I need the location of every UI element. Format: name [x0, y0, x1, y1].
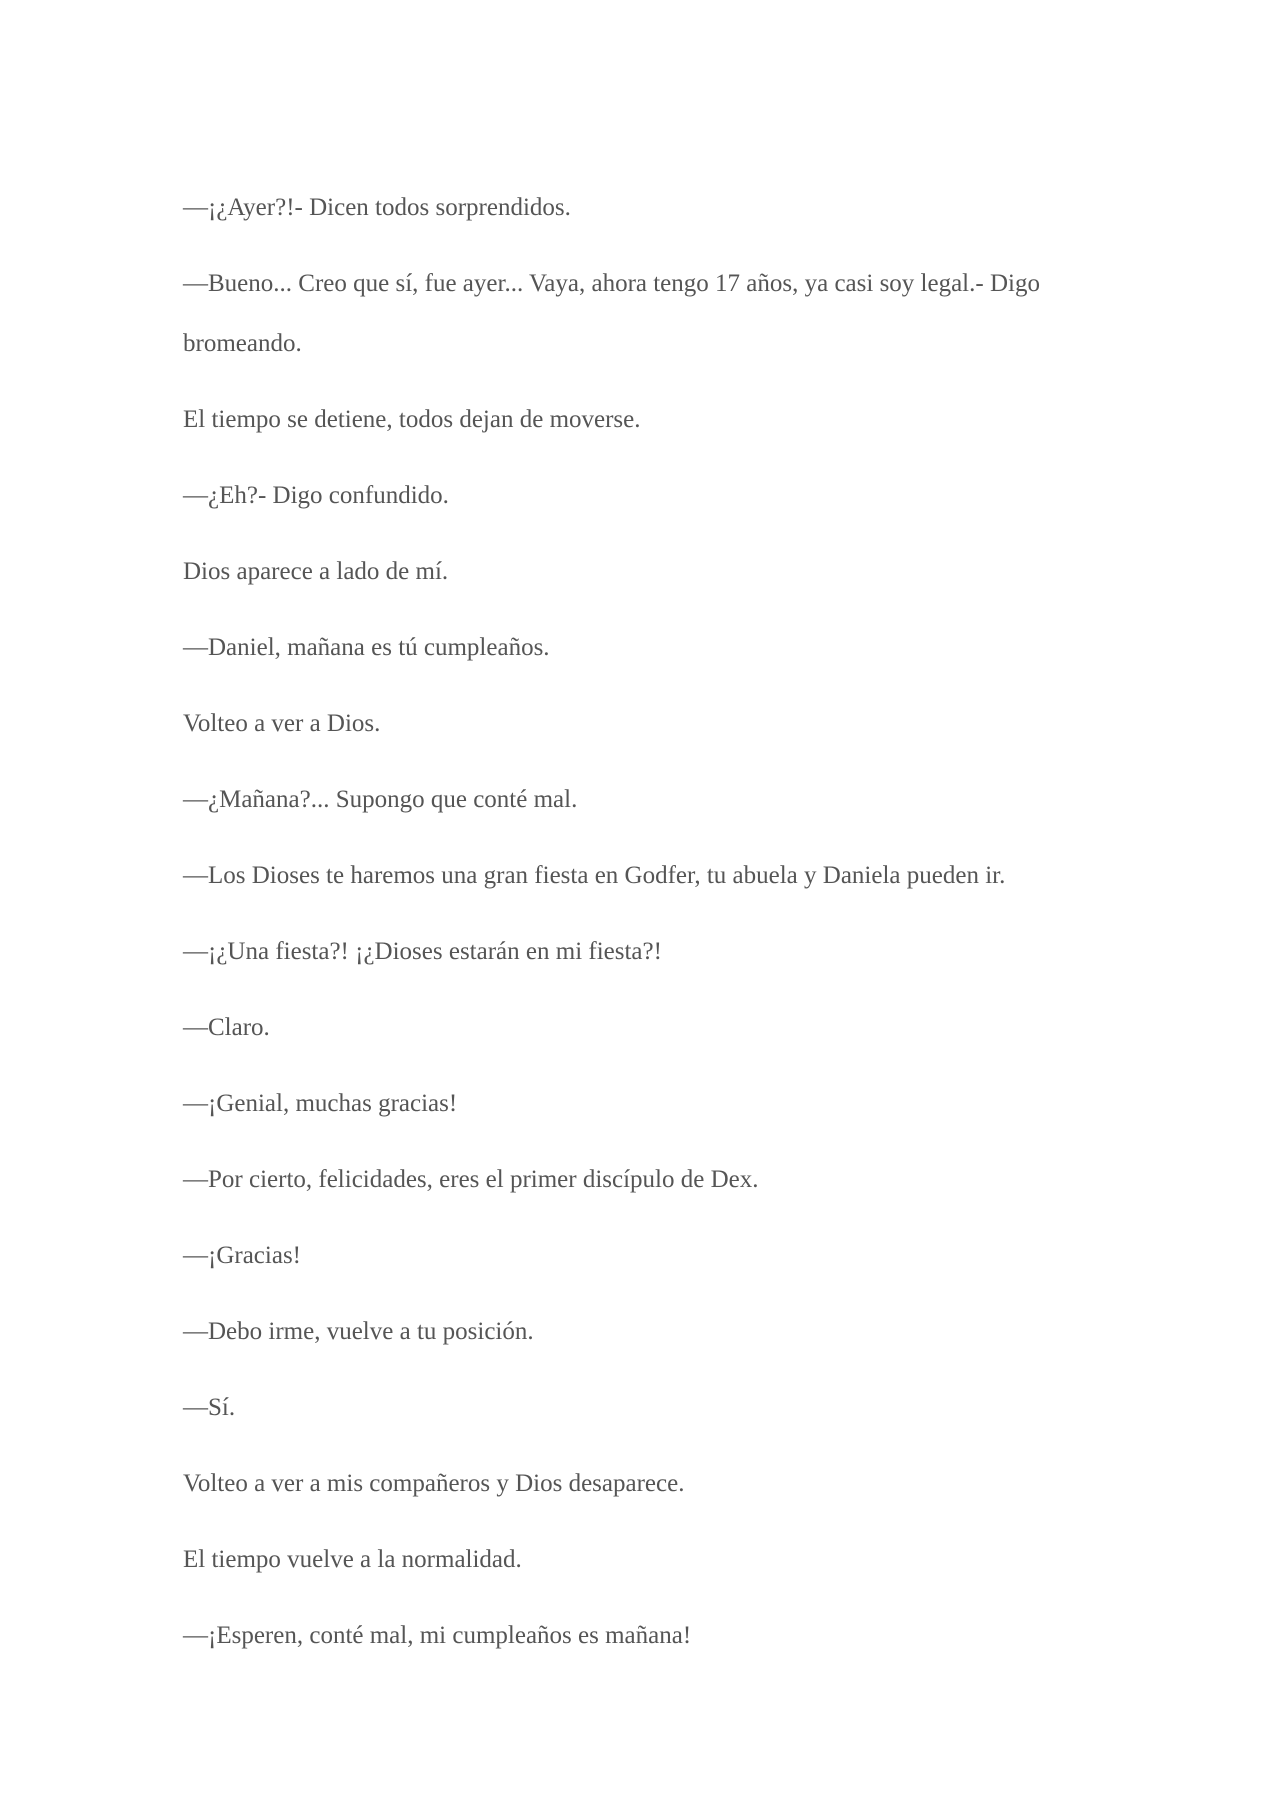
- paragraph: —¿Mañana?... Supongo que conté mal.: [183, 786, 578, 813]
- paragraph: —Por cierto, felicidades, eres el primer discípulo de Dex.: [183, 1166, 759, 1193]
- paragraph: —Claro.: [183, 1014, 270, 1041]
- paragraph: —Daniel, mañana es tú cumpleaños.: [183, 634, 550, 661]
- paragraph: —¡Esperen, conté mal, mi cumpleaños es mañana!: [183, 1622, 692, 1649]
- paragraph: —Sí.: [183, 1394, 236, 1421]
- paragraph: El tiempo se detiene, todos dejan de moverse.: [183, 406, 641, 433]
- paragraph: —¡Gracias!: [183, 1242, 301, 1269]
- document-body: [183, 178, 1103, 1682]
- paragraph: —Bueno... Creo que sí, fue ayer... Vaya, ahora tengo 17 años, ya casi soy legal.- Digo bromeando.: [183, 270, 1040, 357]
- paragraph: El tiempo vuelve a la normalidad.: [183, 1546, 522, 1573]
- paragraph: —¡¿Una fiesta?! ¡¿Dioses estarán en mi fiesta?!: [183, 938, 662, 965]
- paragraph: —Los Dioses te haremos una gran fiesta en Godfer, tu abuela y Daniela pueden ir.: [183, 862, 1006, 889]
- paragraph: —¡¿Ayer?!- Dicen todos sorprendidos.: [183, 194, 571, 221]
- paragraph: Dios aparece a lado de mí.: [183, 558, 449, 585]
- paragraph: —¿Eh?- Digo confundido.: [183, 482, 449, 509]
- paragraph: —¡Genial, muchas gracias!: [183, 1090, 458, 1117]
- paragraph: —Debo irme, vuelve a tu posición.: [183, 1318, 534, 1345]
- paragraph: Volteo a ver a Dios.: [183, 710, 381, 737]
- paragraph: Volteo a ver a mis compañeros y Dios desaparece.: [183, 1470, 685, 1497]
